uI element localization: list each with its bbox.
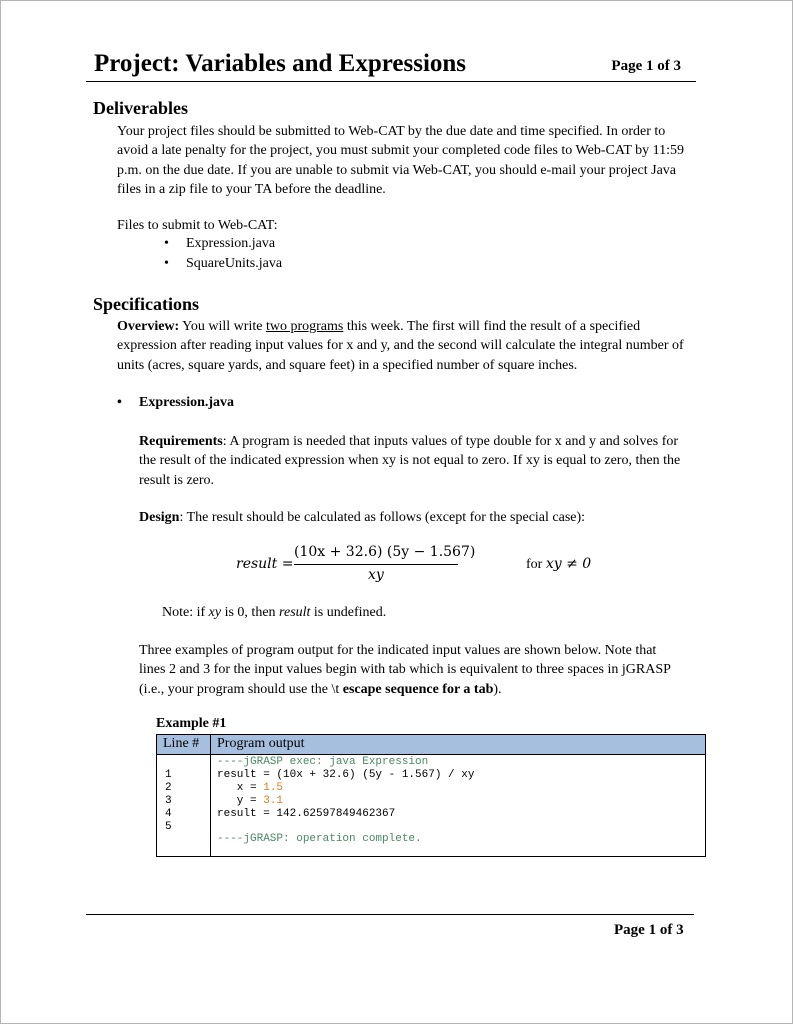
line-number: 3 <box>165 795 172 807</box>
formula-numerator: (10x + 32.6) (5y − 1.567) <box>294 544 476 560</box>
line-number-header: Line # <box>163 736 200 751</box>
design-paragraph: Design: The result should be calculated as follows (except for the special case): <box>139 510 586 525</box>
output-line: result = (10x + 32.6) (5y - 1.567) / xy <box>217 769 475 781</box>
specifications-heading: Specifications <box>93 294 199 314</box>
exec-header-line: ----jGRASP exec: java Expression <box>217 756 429 768</box>
table-header <box>157 735 705 755</box>
requirements-line: result is zero. <box>139 472 215 488</box>
formula-denominator: xy <box>368 567 384 583</box>
example-output-table <box>156 734 706 857</box>
line-number: 1 <box>165 769 172 781</box>
formula-condition: for xy ≠ 0 <box>526 556 592 572</box>
output-line: y = 3.1 <box>217 795 284 807</box>
formula-lhs: result = <box>236 556 294 572</box>
output-line: result = 142.62597849462367 <box>217 808 396 820</box>
input-value: 1.5 <box>263 782 284 794</box>
formula <box>230 540 650 590</box>
page-header <box>86 48 696 82</box>
footer-divider <box>86 914 694 915</box>
examples-line: lines 2 and 3 for the input values begin with tab which is equivalent to three spaces in jGRASP <box>139 662 671 678</box>
requirements-label: Requirements <box>139 434 223 449</box>
overview-line: units (acres, square yards, and square feet) in a specified number of square inches. <box>117 357 578 373</box>
column-divider <box>210 735 211 856</box>
document-title: Project: Variables and Expressions <box>94 50 467 77</box>
example-label: Example #1 <box>156 716 227 731</box>
requirements-line: Requirements: A program is needed that inputs values of type double for x and y and solves for <box>139 434 679 449</box>
overview-line: Overview: You will write two programs this week. The first will find the result of a specified <box>117 319 641 334</box>
requirements-paragraph <box>139 432 709 490</box>
examples-paragraph <box>139 641 709 699</box>
note-line: Note: if xy is 0, then result is undefined. <box>162 605 387 620</box>
output-line: x = 1.5 <box>217 782 284 794</box>
bullet-icon: • <box>164 236 169 251</box>
line-number: 4 <box>165 808 172 820</box>
overview-label: Overview: <box>117 319 180 334</box>
examples-line: (i.e., your program should use the \t escape sequence for a tab). <box>139 681 502 697</box>
bullet-icon: • <box>117 395 122 410</box>
fraction-bar <box>294 564 458 565</box>
examples-line: Three examples of program output for the indicated input values are shown below. Note that <box>139 643 657 658</box>
file-name: SquareUnits.java <box>186 256 283 271</box>
line-number: 2 <box>165 782 172 794</box>
deliverables-heading: Deliverables <box>93 98 188 118</box>
program-name: Expression.java <box>139 395 235 410</box>
overview-line: expression after reading input values for x and y, and the second will calculate the integral number of <box>117 338 684 354</box>
design-label: Design <box>139 510 180 525</box>
header-page-number: Page 1 of 3 <box>611 58 681 74</box>
deliverables-line: p.m. on the due date. If you are unable to submit via Web-CAT, you should e-mail your project Java <box>117 162 676 178</box>
file-name: Expression.java <box>186 236 276 251</box>
files-intro: Files to submit to Web-CAT: <box>117 218 278 233</box>
overview-paragraph <box>117 317 707 375</box>
deliverables-line: files in a zip file to your TA before the deadline. <box>117 181 386 197</box>
input-value: 3.1 <box>263 795 284 807</box>
deliverables-line: Your project files should be submitted to Web-CAT by the due date and time specified. In order to <box>117 124 666 139</box>
deliverables-paragraph <box>117 122 707 199</box>
bullet-icon: • <box>164 256 169 271</box>
deliverables-line: avoid a late penalty for the project, you must submit your completed code files to Web-CAT by 11:59 <box>117 143 685 159</box>
footer-page-number: Page 1 of 3 <box>614 922 684 938</box>
program-output-header: Program output <box>217 736 305 751</box>
two-programs-text: two programs <box>265 319 344 334</box>
exec-footer-line: ----jGRASP: operation complete. <box>217 833 422 845</box>
line-number: 5 <box>165 821 172 833</box>
requirements-line: the result of the indicated expression when xy is not equal to zero. If xy is equal to zero, then the <box>139 453 681 469</box>
